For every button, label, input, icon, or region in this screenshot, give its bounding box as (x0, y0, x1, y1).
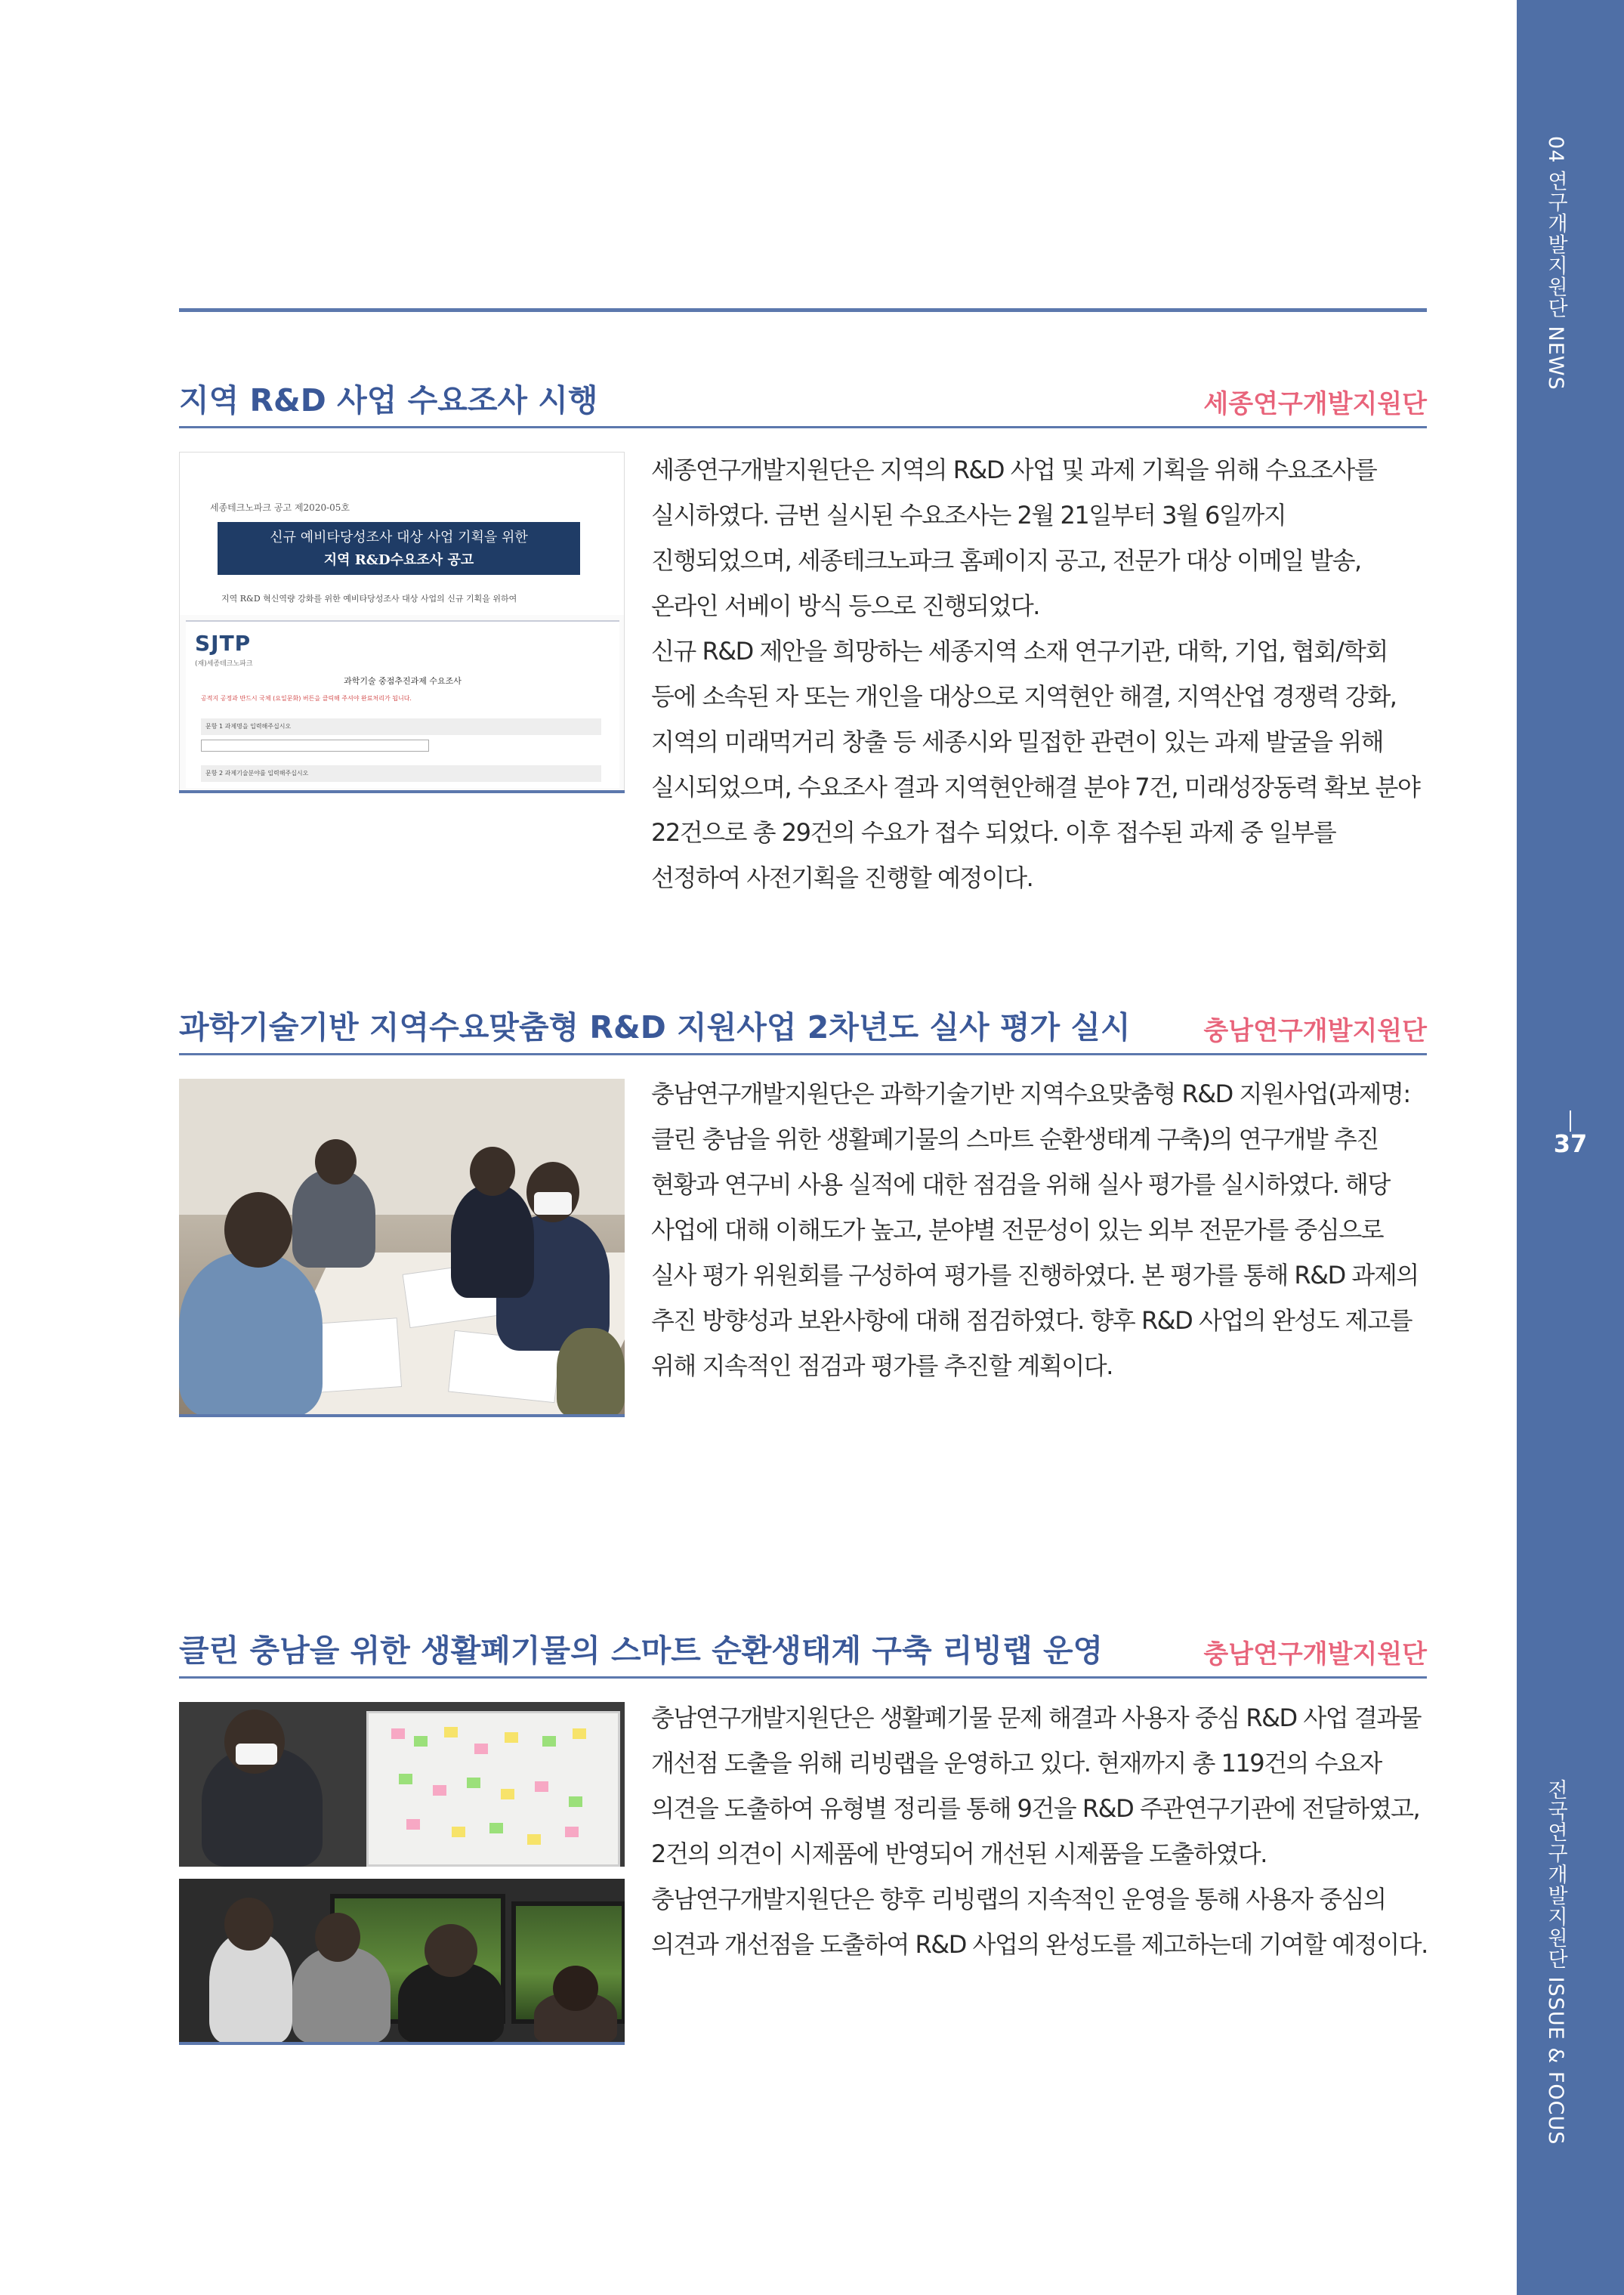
section-3-header (179, 1628, 1427, 1679)
form-input-1 (201, 740, 429, 752)
sticky-note (433, 1785, 446, 1796)
sticky-note (569, 1796, 582, 1807)
evaluation-meeting-photo (179, 1079, 625, 1416)
sticky-note (573, 1728, 586, 1739)
photo-person (451, 1185, 534, 1298)
sticky-note (505, 1732, 518, 1743)
section-3-body (651, 1695, 1428, 1967)
photo-person-head (224, 1898, 273, 1951)
section-3-paragraph-1: 충남연구개발지원단은 생활폐기물 문제 해결과 사용자 중심 R&D 사업 결과물 개선점 도출을 위해 리빙랩을 운영하고 있다. 현재까지 총 119건의 수요자 의견을 도출하여 유형별 정리를 통해 9건을 R&D 주관연구기관에 전달하였고, 2건의 의견이 시제품에 반영되어 개선된 시제품을 도출하였다. 충남연구개발지원단은 향후 리빙랩의 지속적인 운영을 통해 사용자 중심의 의견과 개선점을 도출하여 R&D 사업의 완성도를 제고하는데 기여할 예정이다. (651, 1703, 1428, 1959)
living-lab-board-photo (179, 1702, 625, 1867)
image-1-underline (179, 790, 625, 793)
section-label: 04 연구개발지원단 NEWS (1544, 136, 1567, 391)
section-3-title: 클린 충남을 위한 생활폐기물의 스마트 순환생태계 구축 리빙랩 운영 (179, 1632, 1104, 1669)
sticky-note (444, 1727, 458, 1737)
section-1-paragraph-1: 세종연구개발지원단은 지역의 R&D 사업 및 과제 기획을 위해 수요조사를 실시하였다. 금번 실시된 수요조사는 2월 21일부터 3월 6일까지 진행되었으며, 세종테크노파크 홈페이지 공고, 전문가 대상 이메일 발송, 온라인 서베이 방식 등으로 진행되었다. (651, 456, 1377, 620)
photo-person (557, 1328, 625, 1416)
announcement-intro: 지역 R&D 혁신역량 강화를 위한 예비타당성조사 대상 사업의 신규 기획을 위하여 (221, 594, 517, 604)
announcement-banner (218, 522, 580, 575)
sticky-note (527, 1834, 541, 1845)
sticky-note (501, 1789, 514, 1799)
form-question-2: 문항 2 과제기술분야를 입력해주십시오 (201, 765, 601, 782)
photo-person-head (470, 1147, 515, 1196)
section-2-paragraph-1: 충남연구개발지원단은 과학기술기반 지역수요맞춤형 R&D 지원사업(과제명: 클린 충남을 위한 생활폐기물의 스마트 순환생태계 구축)의 연구개발 추진 현황과 연구비 사용 실적에 대한 점검을 위해 실사 평가를 실시하였다. 해당 사업에 대해 이해도가 높고, 분야별 전문성이 있는 외부 전문가를 중심으로 실사 평가 위원회를 구성하여 평가를 진행하였다. 본 평가를 통해 R&D 과제의 추진 방향성과 보완사항에 대해 점검하였다. 향후 R&D 사업의 완성도 제고를 위해 지속적인 점검과 평가를 추진할 계획이다. (651, 1080, 1419, 1380)
photo-person-head (553, 1966, 598, 2011)
photo-person-head (425, 1924, 477, 1977)
photo-document (313, 1317, 402, 1393)
section-1-paragraph-2: 신규 R&D 제안을 희망하는 세종지역 소재 연구기관, 대학, 기업, 협회/학회 등에 소속된 자 또는 개인을 대상으로 지역현안 해결, 지역산업 경쟁력 강화, 지역의 미래먹거리 창출 등 세종시와 밀접한 관련이 있는 과제 발굴을 위해 실시되었으며, 수요조사 결과 지역현안해결 분야 7건, 미래성장동력 확보 분야 22건으로 총 29건의 수요가 접수 되었다. 이후 접수된 과제 중 일부를 선정하여 사전기획을 진행할 예정이다. (651, 637, 1420, 892)
sticky-note-board (366, 1711, 620, 1867)
sticky-note (391, 1728, 405, 1739)
sticky-note (467, 1778, 480, 1788)
publication-label: 전국연구개발지원단 ISSUE & FOCUS (1544, 1779, 1567, 2145)
page-number-tick (1570, 1110, 1571, 1132)
section-3-org: 충남연구개발지원단 (1203, 1639, 1427, 1670)
section-2-title: 과학기술기반 지역수요맞춤형 R&D 지원사업 2차년도 실사 평가 실시 (179, 1009, 1131, 1046)
sticky-note (489, 1823, 503, 1833)
section-2-body (651, 1071, 1428, 1388)
sticky-note (414, 1736, 428, 1747)
notice-number: 세종테크노파크 공고 제2020-05호 (210, 502, 350, 513)
section-1-title: 지역 R&D 사업 수요조사 시행 (179, 382, 598, 419)
banner-line-1: 신규 예비타당성조사 대상 사업 기획을 위한 (270, 530, 528, 545)
form-title: 과학기술 중점추진과제 수요조사 (344, 676, 462, 686)
photo-person-head (224, 1192, 292, 1268)
sticky-note (399, 1774, 412, 1784)
photo-person (179, 1253, 323, 1416)
section-2-header (179, 1005, 1427, 1055)
top-divider (179, 308, 1427, 312)
photo-person-head (315, 1913, 360, 1962)
page-number: 37 (1553, 1129, 1588, 1158)
sjtp-logo: SJTP (195, 631, 252, 656)
survey-announcement-image (179, 452, 625, 792)
section-1-org: 세종연구개발지원단 (1203, 389, 1427, 419)
form-question-1: 문항 1 과제명을 입력해주십시오 (201, 718, 601, 735)
photo-mask (534, 1192, 572, 1215)
living-lab-prototype-photo (179, 1879, 625, 2043)
photo-mask (236, 1744, 277, 1765)
form-notice: 공적지 공정과 반드시 국체 (요일문화) 버튼을 클릭해 주셔야 완료처리가 됩니다. (201, 695, 412, 702)
sticky-note (542, 1736, 556, 1747)
section-1-body (651, 447, 1428, 900)
photo-person-head (315, 1139, 357, 1185)
image-2-underline (179, 1414, 625, 1417)
sticky-note (452, 1827, 465, 1837)
survey-form (186, 620, 619, 788)
sticky-note (474, 1744, 488, 1754)
sticky-note (406, 1819, 420, 1830)
sticky-note (535, 1781, 548, 1792)
sjtp-name: (재)세종테크노파크 (195, 660, 253, 668)
banner-line-2: 지역 R&D수요조사 공고 (323, 552, 474, 568)
announcement-page (180, 453, 625, 615)
sticky-note (565, 1827, 579, 1837)
image-3-underline (179, 2042, 625, 2045)
section-1-header (179, 378, 1427, 428)
section-2-org: 충남연구개발지원단 (1203, 1016, 1427, 1046)
